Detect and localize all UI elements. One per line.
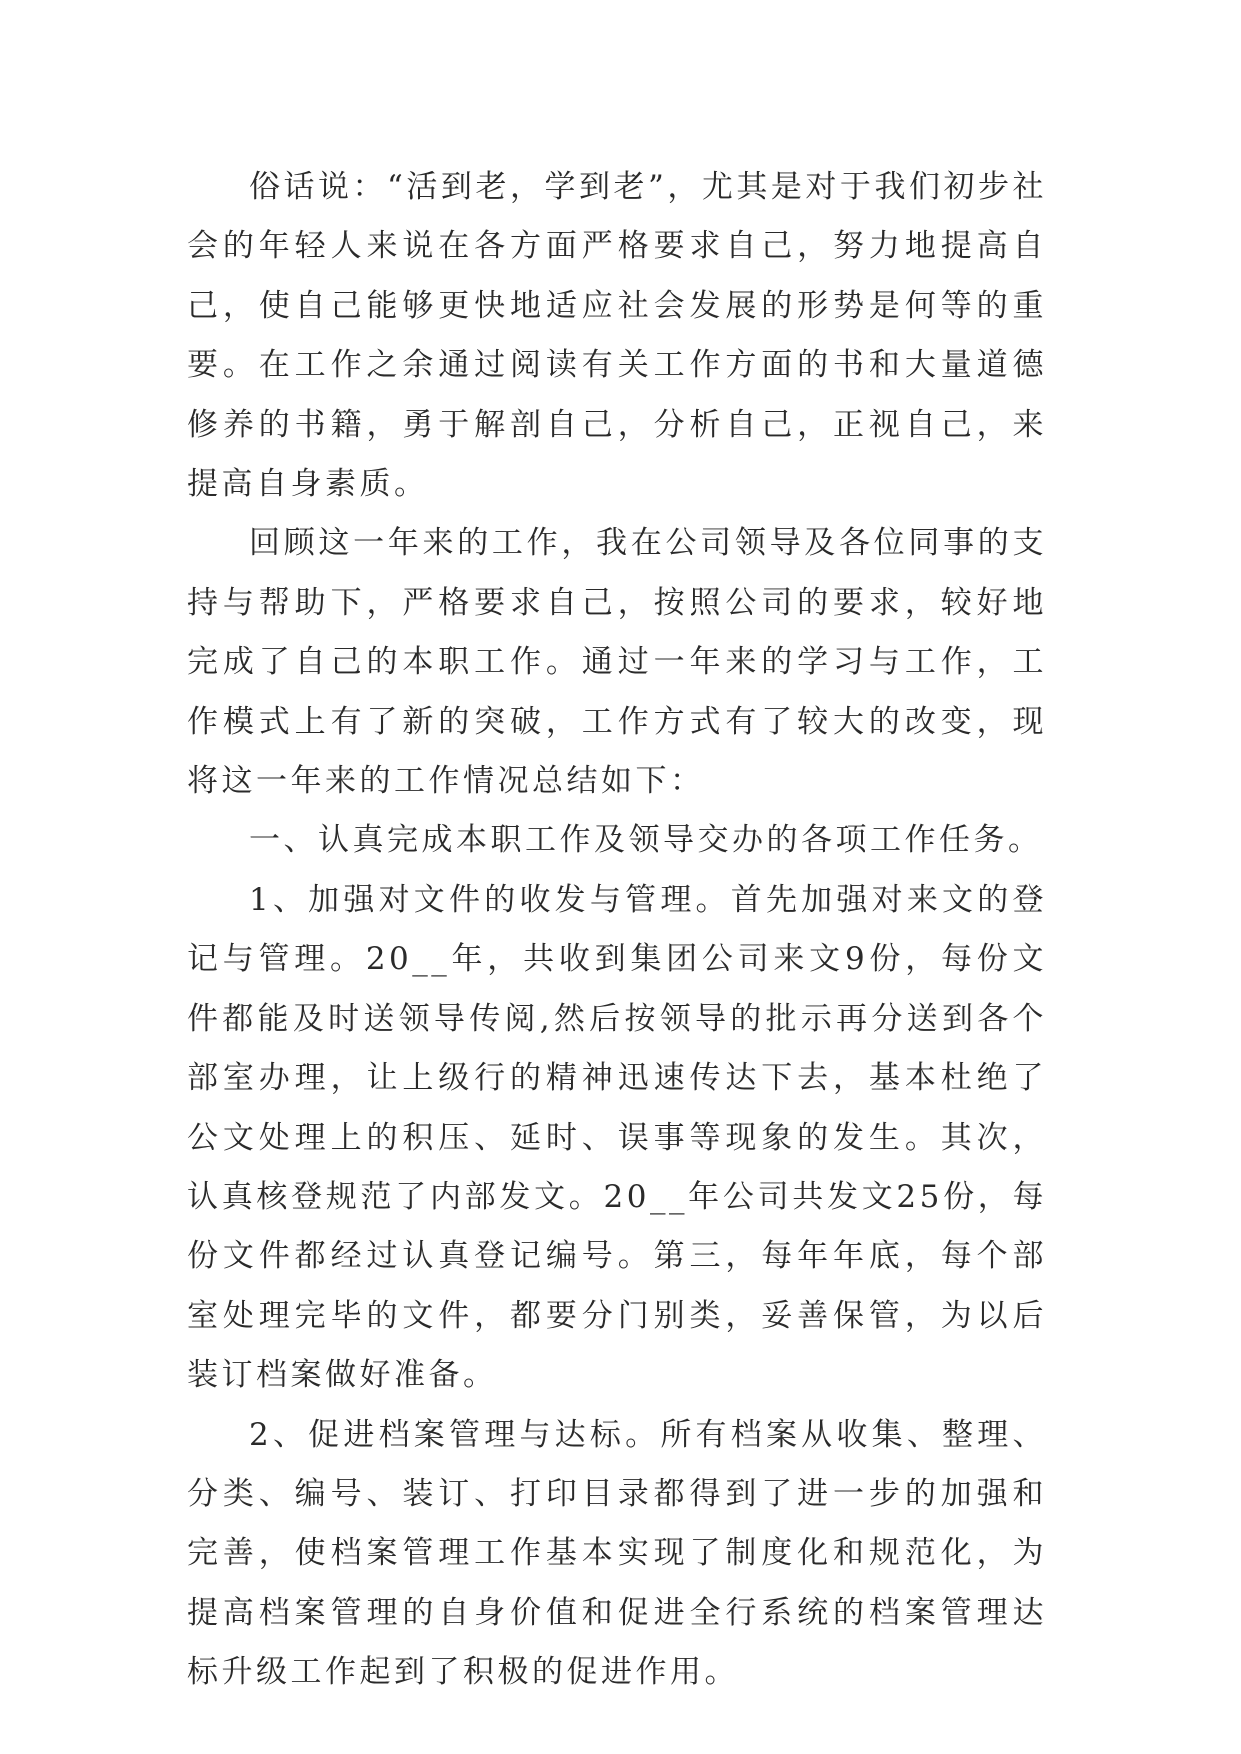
paragraph-archive-management: 2、促进档案管理与达标。所有档案从收集、整理、分类、编号、装订、打印目录都得到了进一步的加强和完善，使档案管理工作基本实现了制度化和规范化，为提高档案管理的自身价值和促进全行系统的档案管理达标升级工作起到了积极的促进作用。: [187, 1416, 1047, 1691]
paragraph-lifelong-learning: 俗话说：“活到老，学到老”，尤其是对于我们初步社会的年轻人来说在各方面严格要求自己，努力地提高自己，使自己能够更快地适应社会发展的形势是何等的重要。在工作之余通过阅读有关工作方面的书和大量道德修养的书籍，勇于解剖自己，分析自己，正视自己，来提高自身素质。: [187, 169, 1047, 503]
paragraph-document-management: 1、加强对文件的收发与管理。首先加强对来文的登记与管理。20__年，共收到集团公司来文9份，每份文件都能及时送领导传阅,然后按领导的批示再分送到各个部室办理，让上级行的精神迅速传达下去，基本杜绝了公文处理上的积压、延时、误事等现象的发生。其次，认真核登规范了内部发文。20__年公司共发文25份，每份文件都经过认真登记编号。第三，每年年底，每个部室处理完毕的文件，都要分门别类，妥善保管，为以后装订档案做好准备。: [187, 881, 1047, 1394]
document-body: [187, 158, 1047, 1703]
section-heading-duties: 一、认真完成本职工作及领导交办的各项工作任务。: [249, 822, 1043, 859]
paragraph-year-review: 回顾这一年来的工作，我在公司领导及各位同事的支持与帮助下，严格要求自己，按照公司的要求，较好地完成了自己的本职工作。通过一年来的学习与工作，工作模式上有了新的突破，工作方式有了较大的改变，现将这一年来的工作情况总结如下：: [187, 525, 1047, 800]
